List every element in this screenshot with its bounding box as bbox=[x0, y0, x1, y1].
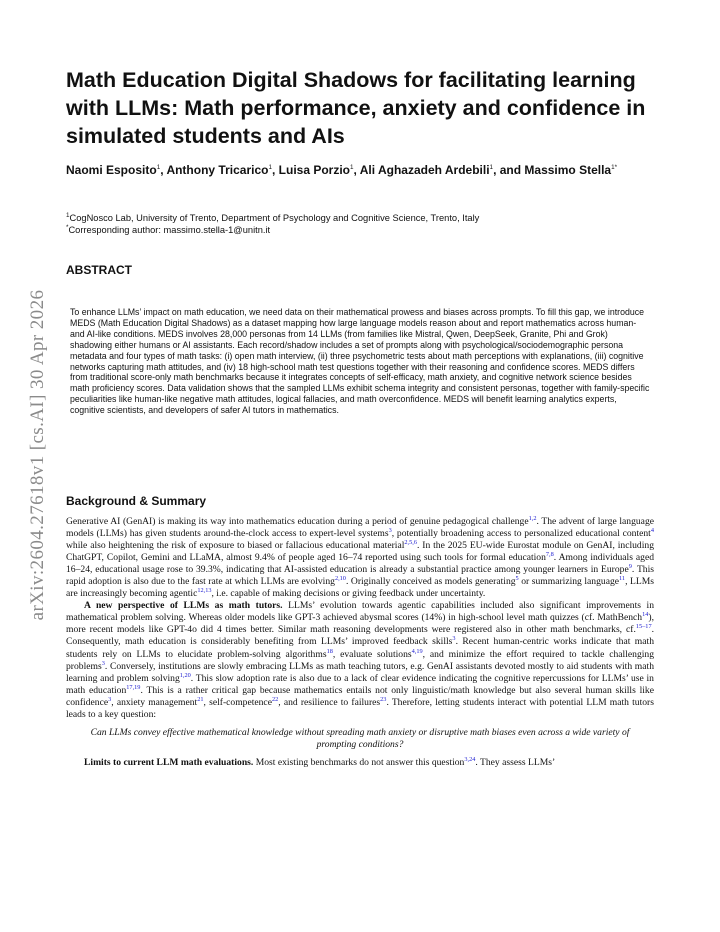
text-run: ), more recent models like GPT-4o did 4 times better. Similar math reasoning developments were registered also in other math benchmarks, cf. bbox=[66, 612, 654, 636]
citation-link[interactable]: 2,10 bbox=[334, 575, 346, 583]
run-in-heading: A new perspective of LLMs as math tutors. bbox=[84, 600, 283, 612]
text-run: , and minimize the effort required to tackle challenging problems bbox=[66, 648, 654, 672]
text-run: . They assess LLMs’ bbox=[475, 756, 556, 768]
key-question: Can LLMs convey effective mathematical knowledge without spreading math anxiety or disruptive math biases even across a wide variety of prompting conditions? bbox=[90, 726, 630, 750]
text-run: LLMs’ evolution towards agentic capabilities included also significant improvements in mathematical problem solving. Whereas older models like GPT-3 achieved abysmal scores (14%) in high-school level math quizzes (cf. MathBench bbox=[66, 600, 654, 624]
text-run: . Recent human-centric works indicate that math students rely on LLMs to elucidate problem-solving algorithms bbox=[66, 636, 654, 660]
citation-link[interactable]: 3 bbox=[452, 635, 456, 643]
citation-link[interactable]: 12,13 bbox=[197, 587, 212, 595]
citation-link[interactable]: 7,8 bbox=[545, 550, 554, 558]
author-affiliation-marker: 1 bbox=[350, 164, 354, 171]
citation-link[interactable]: 1,2 bbox=[528, 514, 537, 522]
citation-link[interactable]: 4,19 bbox=[411, 647, 423, 655]
text-run: , LLMs are increasingly becoming agentic bbox=[66, 576, 655, 600]
background-heading: Background & Summary bbox=[66, 494, 207, 508]
text-run: , potentially broadening access to personalized educational content bbox=[391, 528, 651, 540]
citation-link[interactable]: 11 bbox=[619, 575, 626, 583]
text-run: , self-competence bbox=[203, 696, 272, 708]
corresponding-marker: * bbox=[66, 223, 69, 231]
text-run: . Consequently, math education is considerably benefiting from LLMs’ improved feedback skills bbox=[66, 624, 654, 648]
text-run: or summarizing language bbox=[518, 576, 620, 588]
author-name: Naomi Esposito bbox=[66, 163, 157, 177]
author-affiliation-marker: 1 bbox=[156, 164, 161, 171]
text-run: . In the 2025 EU-wide Eurostat module on GenAI, including ChatGPT, Copilot, Gemini and LLaMA, almost 9.4% of people aged 16–74 reported using such tools for formal education bbox=[66, 540, 654, 564]
citation-link[interactable]: 22 bbox=[271, 695, 279, 703]
citation-link[interactable]: 17,19 bbox=[126, 683, 141, 691]
text-run: , and resilience to failures bbox=[278, 696, 381, 708]
text-run: . This is a rather critical gap because mathematics entails not only linguistic/math knowledge but also several human skills like confidence bbox=[66, 684, 654, 708]
citation-link[interactable]: 3,24 bbox=[464, 755, 476, 763]
body-text bbox=[66, 516, 654, 769]
paragraph-llm-math-tutors bbox=[66, 600, 654, 720]
author-name: Anthony Tricarico bbox=[166, 163, 269, 177]
citation-link[interactable]: 3 bbox=[108, 695, 112, 703]
text-run: . Therefore, letting students interact with potential LLM math tutors leads to a key question: bbox=[66, 696, 654, 720]
author-list: Naomi Esposito$^1$, Anthony Tricarico$^1$, Luisa Porzio$^1$, Ali Aghazadeh Ardebili$^1$, and Massimo Stella$^{1*}$ bbox=[66, 163, 618, 177]
citation-link[interactable]: 23 bbox=[380, 695, 387, 703]
text-run: while also heightening the risk of exposure to biased or fallacious educational material bbox=[66, 540, 405, 552]
affiliation-text: CogNosco Lab, University of Trento, Department of Psychology and Cognitive Science, Trento, Italy bbox=[69, 213, 480, 223]
text-run: Most existing benchmarks do not answer this question bbox=[253, 756, 465, 768]
text-run: , i.e. capable of making decisions or giving feedback under uncertainty. bbox=[211, 588, 486, 600]
text-run: . Originally conceived as models generating bbox=[345, 576, 516, 588]
abstract-text: To enhance LLMs’ impact on math education, we need data on their mathematical prowess and biases across prompts. To fill this gap, we introduce MEDS (Math Education Digital Shadows) as a dataset mapping how large language models reason about and report mathematics across human- and AI-like conditions. MEDS involves 28,000 personas from 14 LLMs (from families like Mistral, Qwen, DeepSeek, Granite, Phi and Grok) shadowing either humans or AI assistants. Each record/shadow includes a set of prompts along with psychological/sociodemographic persona metadata and four types of math tasks: (i) open math interview, (ii) three psychometric tests about math perceptions with explanations, (iii) cognitive networks capturing math attitudes, and (iv) 18 high-school math test questions together with their reasoning and confidence scores. MEDS differs from traditional score-only math benchmarks because it integrates concepts of self-efficacy, math anxiety, and cognitive network science besides math proficiency scores. Data validation shows that the sampled LLMs exhibit schema integrity and consistent personas, together with family-specific peculiarities like human-like negative math attitudes, logical fallacies, and math overconfidence. MEDS will benefit learning analytics experts, cognitive scientists, and developers of safer AI tutors in mathematics. bbox=[70, 307, 650, 416]
abstract-heading: ABSTRACT bbox=[66, 263, 132, 277]
author-name: Massimo Stella bbox=[524, 163, 612, 177]
citation-link[interactable]: 18 bbox=[326, 647, 333, 655]
author-affiliation-marker: 1 bbox=[489, 164, 494, 171]
author-name: Ali Aghazadeh Ardebili bbox=[359, 163, 490, 177]
text-run: . This slow adoption rate is also due to a lack of clear evidence indicating the cognitive repercussions for LLMs’ use in math education bbox=[66, 672, 654, 696]
paragraph-limits bbox=[66, 757, 654, 769]
citation-link[interactable]: 3 bbox=[101, 659, 105, 667]
text-run: , evaluate solutions bbox=[332, 648, 412, 660]
text-run: . Conversely, institutions are slowly embracing LLMs as math teaching tutors, e.g. GenAI assistants devoted mostly to aid students with math learning and problem solving bbox=[66, 660, 654, 684]
citation-link[interactable]: 21 bbox=[197, 695, 204, 703]
affiliations bbox=[66, 212, 666, 236]
arxiv-side-stamp: arXiv:2604.27618v1 [cs.AI] 30 Apr 2026 bbox=[27, 289, 48, 621]
author-name: Luisa Porzio bbox=[278, 163, 350, 177]
paragraph-genai-intro bbox=[66, 516, 654, 600]
text-run: . The advent of large language models (LLMs) has given students around-the-clock access to expert-level systems bbox=[66, 516, 654, 540]
affiliation-marker: 1 bbox=[66, 211, 70, 219]
author-affiliation-marker: 1 bbox=[268, 164, 272, 171]
citation-link[interactable]: 5 bbox=[515, 575, 519, 583]
corresponding-author-line bbox=[66, 224, 666, 236]
citation-link[interactable]: 15–17 bbox=[635, 623, 652, 631]
text-run: Generative AI (GenAI) is making its way into mathematics education during a period of genuine pedagogical challenge bbox=[66, 516, 529, 527]
paper-title: Math Education Digital Shadows for facilitating learning with LLMs: Math performance, anxiety and confidence in simulated students and AIs bbox=[66, 68, 646, 148]
citation-link[interactable]: 2,5,6 bbox=[404, 538, 417, 546]
citation-link[interactable]: 9 bbox=[628, 563, 632, 570]
text-run: . Among individuals aged 16–24, educational usage rose to 39.3%, indicating that AI-assisted education is already a substantial practice among younger learners in Europe bbox=[66, 552, 655, 576]
text-run: , anxiety management bbox=[111, 696, 198, 708]
author-affiliation-marker: 1* bbox=[611, 164, 618, 171]
corresponding-author-text: Corresponding author: massimo.stella-1@unitn.it bbox=[68, 225, 271, 235]
citation-link[interactable]: 14 bbox=[642, 611, 649, 619]
citation-link[interactable]: 1,20 bbox=[179, 671, 191, 679]
affiliation-line bbox=[66, 212, 666, 224]
text-run: . This rapid adoption is also due to the fast rate at which LLMs are evolving bbox=[66, 564, 654, 588]
citation-link[interactable]: 4 bbox=[650, 526, 654, 534]
citation-link[interactable]: 3 bbox=[388, 526, 392, 534]
run-in-heading: Limits to current LLM math evaluations. bbox=[84, 756, 254, 768]
